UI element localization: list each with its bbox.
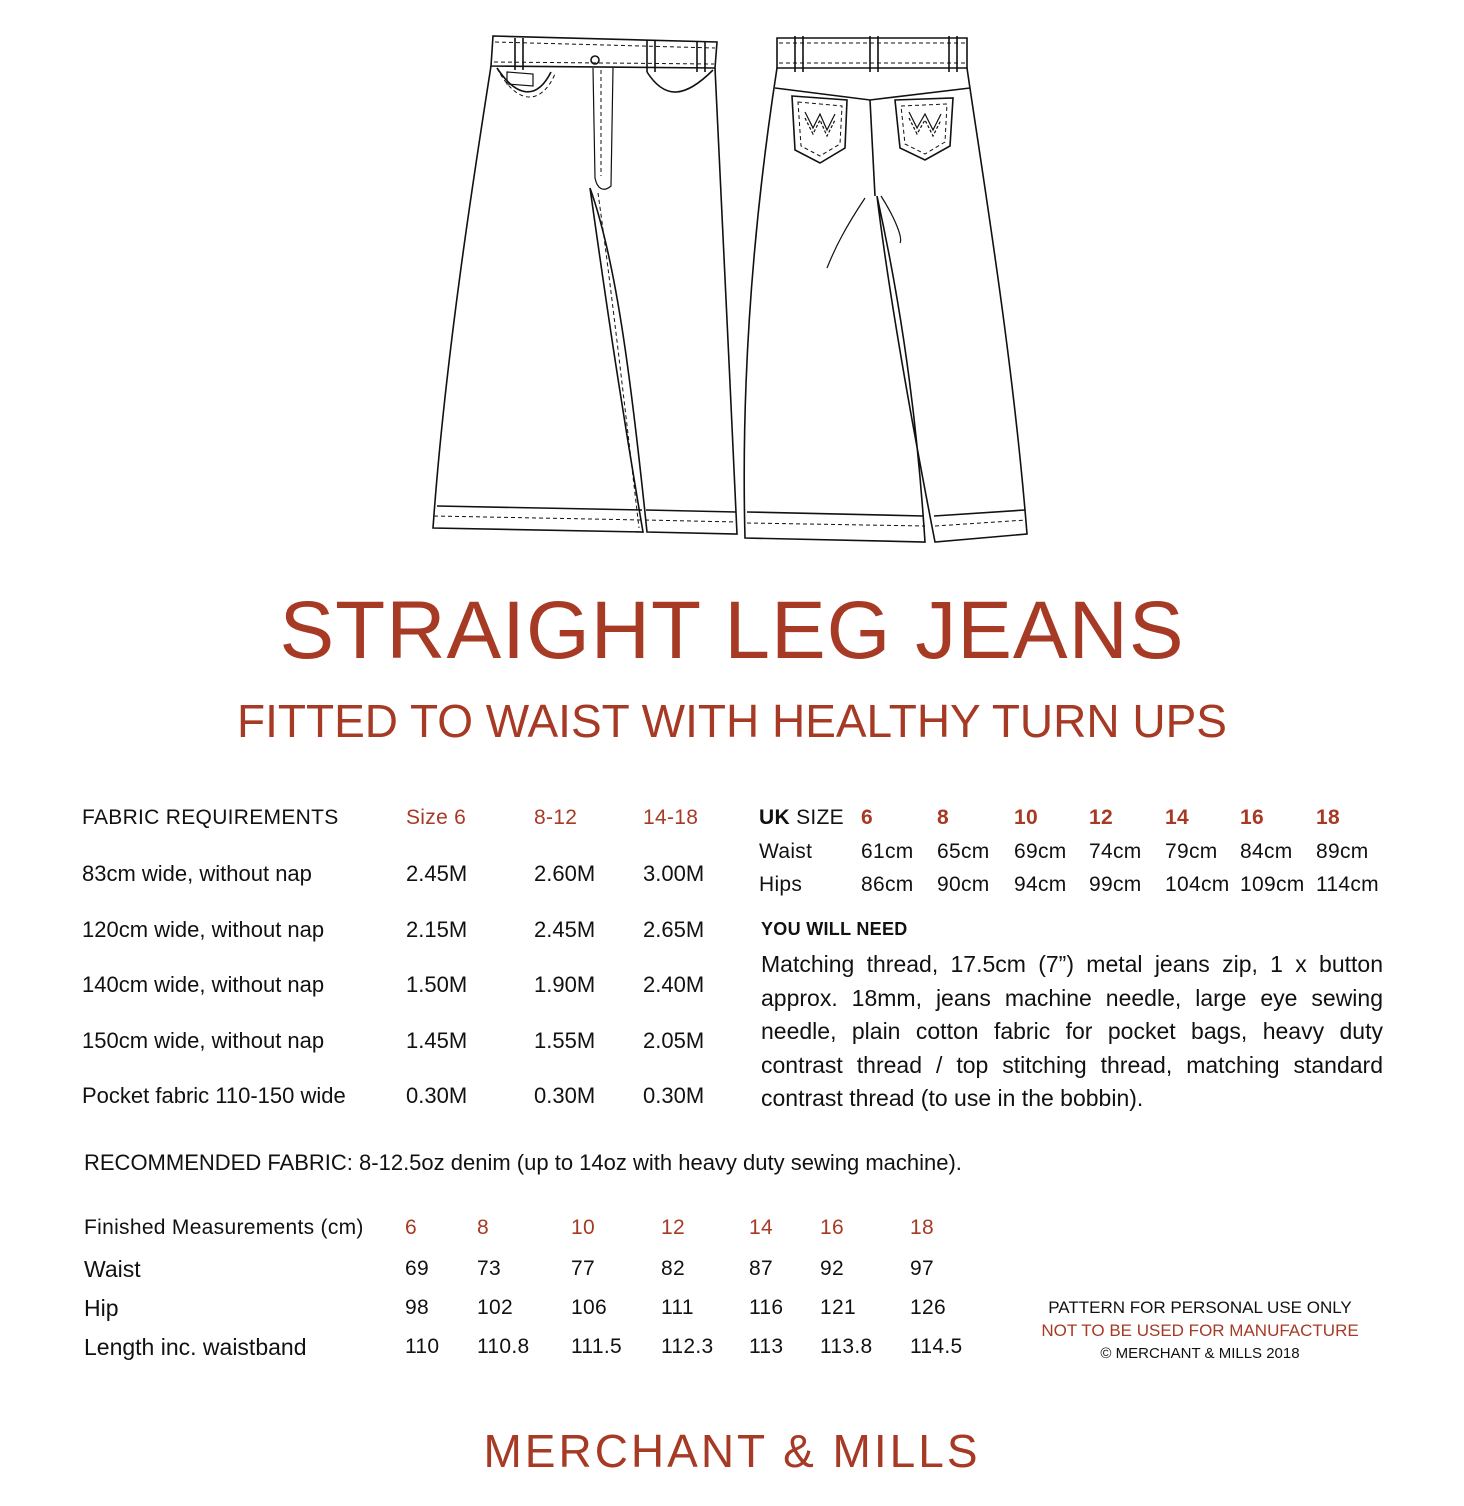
uk-size-header: 14 [1165, 806, 1189, 829]
uk-size-value: 114cm [1316, 873, 1379, 896]
fabric-row-value: 2.15M [406, 917, 468, 942]
finished-value: 113 [749, 1335, 784, 1358]
uk-size-header: 8 [937, 806, 949, 829]
finished-row-label: Waist [84, 1256, 141, 1282]
fabric-row-label: 120cm wide, without nap [82, 917, 325, 942]
finished-size-header: 14 [749, 1216, 773, 1239]
uk-size-value: 74cm [1089, 840, 1142, 863]
finished-value: 114.5 [910, 1335, 963, 1358]
fabric-row-value: 3.00M [643, 861, 705, 886]
uk-size-heading [759, 806, 844, 830]
fabric-row-label: 83cm wide, without nap [82, 861, 312, 886]
finished-value: 111.5 [571, 1335, 622, 1358]
finished-size-header: 16 [820, 1216, 844, 1239]
uk-size-row-label: Hips [759, 873, 803, 896]
page-title: STRAIGHT LEG JEANS [279, 585, 1185, 676]
finished-value: 111 [661, 1296, 694, 1319]
finished-value: 121 [820, 1296, 856, 1319]
uk-size-header: 16 [1240, 806, 1264, 829]
fabric-row-value: 2.45M [534, 917, 596, 942]
jeans-front-view [433, 36, 737, 534]
finished-measurements-heading: Finished Measurements (cm) [84, 1216, 364, 1239]
uk-size-header: 6 [861, 806, 873, 829]
page-subtitle: FITTED TO WAIST WITH HEALTHY TURN UPS [237, 695, 1227, 747]
finished-value: 110.8 [477, 1335, 530, 1358]
jeans-back-view [744, 36, 1027, 542]
copyright-notice: © MERCHANT & MILLS 2018 [1100, 1345, 1300, 1362]
finished-value: 98 [405, 1296, 429, 1319]
fabric-row-value: 2.60M [534, 861, 596, 886]
fabric-row-label: 150cm wide, without nap [82, 1028, 325, 1053]
uk-size-heading-rest: SIZE [789, 806, 844, 829]
recommended-fabric-label: RECOMMENDED FABRIC: [84, 1150, 353, 1175]
fabric-row-label: 140cm wide, without nap [82, 972, 325, 997]
uk-size-value: 61cm [861, 840, 914, 863]
recommended-fabric-text: 8-12.5oz denim (up to 14oz with heavy duty sewing machine). [352, 1150, 962, 1175]
uk-size-value: 69cm [1014, 840, 1067, 863]
manufacture-notice: NOT TO BE USED FOR MANUFACTURE [1041, 1321, 1359, 1340]
finished-value: 106 [571, 1296, 607, 1319]
uk-size-row-label: Waist [759, 840, 813, 863]
finished-value: 110 [405, 1335, 440, 1358]
finished-size-header: 6 [405, 1216, 417, 1239]
uk-size-value: 109cm [1240, 873, 1305, 896]
fabric-size-header: 8-12 [534, 806, 578, 829]
fabric-requirements-heading: FABRIC REQUIREMENTS [82, 806, 339, 829]
finished-size-header: 18 [910, 1216, 934, 1239]
finished-size-header: 8 [477, 1216, 489, 1239]
finished-value: 87 [749, 1257, 773, 1280]
uk-size-value: 84cm [1240, 840, 1293, 863]
finished-value: 73 [477, 1257, 501, 1280]
fabric-row-value: 0.30M [406, 1083, 468, 1108]
fabric-row-value: 2.40M [643, 972, 705, 997]
fabric-row-value: 0.30M [534, 1083, 596, 1108]
uk-size-value: 86cm [861, 873, 914, 896]
finished-size-header: 10 [571, 1216, 595, 1239]
uk-size-value: 89cm [1316, 840, 1369, 863]
finished-value: 116 [749, 1296, 784, 1319]
fabric-row-value: 2.45M [406, 861, 468, 886]
finished-value: 82 [661, 1257, 685, 1280]
finished-value: 102 [477, 1296, 513, 1319]
personal-use-notice: PATTERN FOR PERSONAL USE ONLY [1048, 1298, 1352, 1317]
uk-size-value: 79cm [1165, 840, 1218, 863]
fabric-row-value: 1.90M [534, 972, 596, 997]
you-will-need-heading: YOU WILL NEED [761, 919, 908, 939]
finished-value: 97 [910, 1257, 934, 1280]
finished-value: 69 [405, 1257, 429, 1280]
uk-size-value: 104cm [1165, 873, 1230, 896]
jeans-technical-drawing [415, 28, 1055, 558]
fabric-row-value: 1.45M [406, 1028, 468, 1053]
finished-value: 92 [820, 1257, 844, 1280]
you-will-need-body: Matching thread, 17.5cm (7”) metal jeans zip, 1 x button approx. 18mm, jeans machine needle, large eye sewing needle, plain cotton fabric for pocket bags, heavy duty contrast thread / top stitching thread, matching standard contrast thread (to use in the bobbin). [761, 951, 1383, 1112]
finished-value: 113.8 [820, 1335, 873, 1358]
finished-size-header: 12 [661, 1216, 685, 1239]
fabric-row-value: 2.05M [643, 1028, 705, 1053]
uk-size-value: 90cm [937, 873, 990, 896]
uk-size-value: 94cm [1014, 873, 1067, 896]
finished-value: 112.3 [661, 1335, 714, 1358]
fabric-size-header: Size 6 [406, 806, 467, 829]
finished-row-label: Hip [84, 1295, 119, 1321]
fabric-row-value: 2.65M [643, 917, 705, 942]
finished-row-label: Length inc. waistband [84, 1334, 307, 1360]
uk-size-value: 65cm [937, 840, 990, 863]
recommended-fabric [84, 1150, 962, 1176]
uk-size-heading-bold: UK [759, 806, 790, 829]
fabric-row-label: Pocket fabric 110-150 wide [82, 1083, 346, 1108]
finished-value: 126 [910, 1296, 946, 1319]
uk-size-header: 12 [1089, 806, 1113, 829]
brand-name: MERCHANT & MILLS [483, 1425, 981, 1477]
uk-size-value: 99cm [1089, 873, 1142, 896]
fabric-row-value: 1.55M [534, 1028, 596, 1053]
finished-value: 77 [571, 1257, 595, 1280]
uk-size-header: 10 [1014, 806, 1038, 829]
fabric-row-value: 1.50M [406, 972, 468, 997]
uk-size-header: 18 [1316, 806, 1340, 829]
fabric-row-value: 0.30M [643, 1083, 705, 1108]
fabric-size-header: 14-18 [643, 806, 699, 829]
